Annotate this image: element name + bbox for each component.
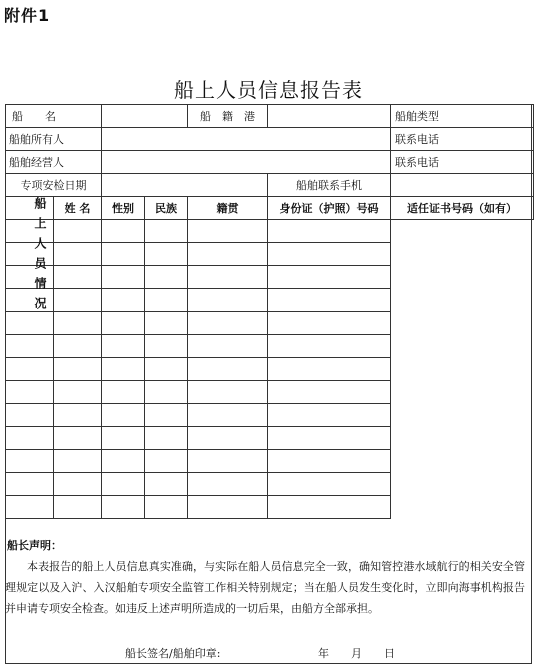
- crew-id-number-cell[interactable]: [188, 496, 268, 519]
- crew-native-place-cell[interactable]: [145, 243, 188, 266]
- table-row: [6, 496, 534, 519]
- phone2-cell[interactable]: [391, 151, 534, 174]
- column-header-certificate-number: 适任证书号码（如有）: [391, 197, 534, 220]
- crew-gender-cell[interactable]: [54, 312, 102, 335]
- crew-gender-cell[interactable]: [54, 358, 102, 381]
- crew-certificate-number-cell[interactable]: [268, 335, 391, 358]
- crew-ethnicity-cell[interactable]: [102, 312, 145, 335]
- crew-gender-cell[interactable]: [54, 220, 102, 243]
- table-row: [6, 450, 534, 473]
- declaration-title: 船长声明：: [7, 539, 62, 552]
- crew-ethnicity-cell[interactable]: [102, 220, 145, 243]
- ship-name-value[interactable]: [102, 105, 188, 128]
- crew-gender-cell[interactable]: [54, 450, 102, 473]
- crew-id-number-cell[interactable]: [188, 473, 268, 496]
- crew-name-cell[interactable]: [6, 473, 54, 496]
- crew-id-number-cell[interactable]: [188, 404, 268, 427]
- crew-gender-cell[interactable]: [54, 496, 102, 519]
- crew-ethnicity-cell[interactable]: [102, 358, 145, 381]
- crew-ethnicity-cell[interactable]: [102, 427, 145, 450]
- operator-value[interactable]: [102, 151, 391, 174]
- table-row: [6, 243, 534, 266]
- signature-label: 船长签名/船舶印章:: [125, 647, 221, 660]
- crew-id-number-cell[interactable]: [188, 358, 268, 381]
- ship-type-cell[interactable]: [391, 105, 534, 128]
- crew-certificate-number-cell[interactable]: [268, 243, 391, 266]
- crew-certificate-number-cell[interactable]: [268, 473, 391, 496]
- crew-native-place-cell[interactable]: [145, 473, 188, 496]
- owner-label: 船舶所有人: [6, 128, 102, 151]
- crew-rows: [6, 220, 534, 519]
- crew-native-place-cell[interactable]: [145, 404, 188, 427]
- crew-name-cell[interactable]: [6, 381, 54, 404]
- phone1-label: 联系电话: [395, 133, 439, 146]
- crew-id-number-cell[interactable]: [188, 312, 268, 335]
- crew-ethnicity-cell[interactable]: [102, 450, 145, 473]
- crew-section-label: 船上人员情况: [33, 197, 47, 317]
- declaration-body: 本表报告的船上人员信息真实准确，与实际在船人员信息完全一致，确知管控港水域航行的相关安全管理规定以及入沪、入汉船舶专项安全监管工作相关特别规定；当在船人员发生变化时，立即向海事机构报告并申请专项安全检查。如违反上述声明所造成的一切后果，由船方全部承担。: [5, 560, 525, 615]
- crew-gender-cell[interactable]: [54, 473, 102, 496]
- column-header-gender: 性别: [102, 197, 145, 220]
- crew-name-cell[interactable]: [6, 358, 54, 381]
- phone1-cell[interactable]: [391, 128, 534, 151]
- port-of-registry-value[interactable]: [268, 105, 391, 128]
- crew-native-place-cell[interactable]: [145, 335, 188, 358]
- crew-ethnicity-cell[interactable]: [102, 381, 145, 404]
- phone2-label: 联系电话: [395, 156, 439, 169]
- form-title: 船上人员信息报告表: [174, 78, 363, 102]
- crew-ethnicity-cell[interactable]: [102, 289, 145, 312]
- ship-name-label: 船 名: [6, 105, 102, 128]
- crew-id-number-cell[interactable]: [188, 266, 268, 289]
- crew-id-number-cell[interactable]: [188, 289, 268, 312]
- crew-gender-cell[interactable]: [54, 427, 102, 450]
- ship-mobile-label: 船舶联系手机: [268, 174, 391, 197]
- ship-mobile-value[interactable]: [391, 174, 534, 197]
- table-row: [6, 312, 534, 335]
- report-form-table: [5, 104, 534, 519]
- crew-native-place-cell[interactable]: [145, 450, 188, 473]
- crew-certificate-number-cell[interactable]: [268, 266, 391, 289]
- crew-certificate-number-cell[interactable]: [268, 358, 391, 381]
- crew-native-place-cell[interactable]: [145, 220, 188, 243]
- crew-certificate-number-cell[interactable]: [268, 404, 391, 427]
- crew-ethnicity-cell[interactable]: [102, 243, 145, 266]
- crew-ethnicity-cell[interactable]: [102, 404, 145, 427]
- crew-id-number-cell[interactable]: [188, 427, 268, 450]
- table-row: [6, 427, 534, 450]
- crew-id-number-cell[interactable]: [188, 381, 268, 404]
- crew-native-place-cell[interactable]: [145, 358, 188, 381]
- table-row: [6, 404, 534, 427]
- crew-name-cell[interactable]: [6, 404, 54, 427]
- attachment-label: 附件1: [4, 6, 51, 25]
- captain-declaration: [5, 535, 527, 619]
- crew-ethnicity-cell[interactable]: [102, 266, 145, 289]
- crew-gender-cell[interactable]: [54, 243, 102, 266]
- table-row: [6, 266, 534, 289]
- crew-native-place-cell[interactable]: [145, 312, 188, 335]
- crew-native-place-cell[interactable]: [145, 266, 188, 289]
- column-header-name: 姓 名: [54, 197, 102, 220]
- operator-label: 船舶经营人: [6, 151, 102, 174]
- table-row: [6, 335, 534, 358]
- crew-name-cell[interactable]: [6, 496, 54, 519]
- crew-ethnicity-cell[interactable]: [102, 335, 145, 358]
- table-row: [6, 381, 534, 404]
- crew-native-place-cell[interactable]: [145, 496, 188, 519]
- crew-id-number-cell[interactable]: [188, 450, 268, 473]
- table-row: [6, 289, 534, 312]
- table-row: [6, 473, 534, 496]
- column-header-native-place: 籍贯: [188, 197, 268, 220]
- crew-gender-cell[interactable]: [54, 404, 102, 427]
- crew-certificate-number-cell[interactable]: [268, 312, 391, 335]
- table-row: [6, 358, 534, 381]
- crew-gender-cell[interactable]: [54, 266, 102, 289]
- crew-id-number-cell[interactable]: [188, 243, 268, 266]
- column-header-ethnicity: 民族: [145, 197, 188, 220]
- column-header-id-number: 身份证（护照）号码: [268, 197, 391, 220]
- date-label: 年 月 日: [318, 647, 395, 660]
- crew-ethnicity-cell[interactable]: [102, 473, 145, 496]
- inspection-date-value[interactable]: [102, 174, 268, 197]
- crew-name-cell[interactable]: [6, 427, 54, 450]
- crew-native-place-cell[interactable]: [145, 427, 188, 450]
- crew-certificate-number-cell[interactable]: [268, 220, 391, 243]
- table-row: [6, 220, 534, 243]
- crew-native-place-cell[interactable]: [145, 289, 188, 312]
- crew-certificate-number-cell[interactable]: [268, 496, 391, 519]
- crew-certificate-number-cell[interactable]: [268, 450, 391, 473]
- owner-value[interactable]: [102, 128, 391, 151]
- crew-gender-cell[interactable]: [54, 289, 102, 312]
- crew-certificate-number-cell[interactable]: [268, 381, 391, 404]
- crew-name-cell[interactable]: [6, 335, 54, 358]
- inspection-date-label: 专项安检日期: [6, 174, 102, 197]
- crew-gender-cell[interactable]: [54, 335, 102, 358]
- crew-section-label-cell: [6, 197, 54, 317]
- crew-certificate-number-cell[interactable]: [268, 427, 391, 450]
- crew-native-place-cell[interactable]: [145, 381, 188, 404]
- crew-certificate-number-cell[interactable]: [268, 289, 391, 312]
- crew-name-cell[interactable]: [6, 450, 54, 473]
- crew-gender-cell[interactable]: [54, 381, 102, 404]
- ship-type-label: 船舶类型: [395, 110, 439, 123]
- port-of-registry-label: 船 籍 港: [188, 105, 268, 128]
- crew-id-number-cell[interactable]: [188, 220, 268, 243]
- crew-id-number-cell[interactable]: [188, 335, 268, 358]
- crew-ethnicity-cell[interactable]: [102, 496, 145, 519]
